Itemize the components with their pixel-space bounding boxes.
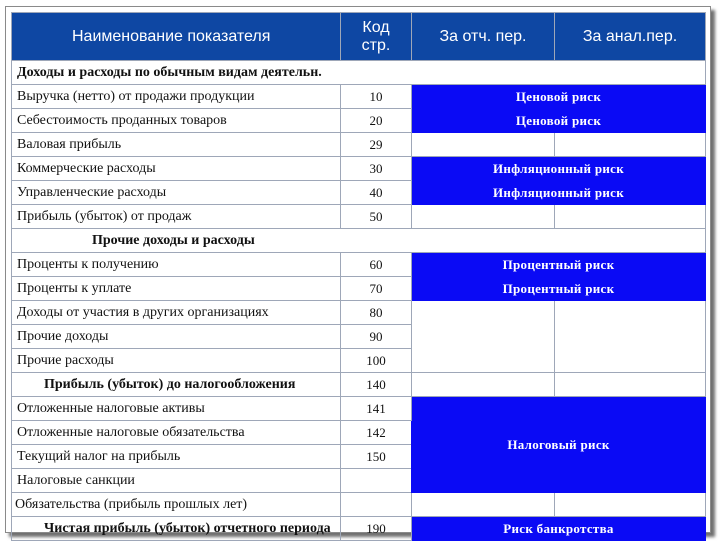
row-code: 140 bbox=[341, 373, 412, 397]
header-row bbox=[12, 13, 706, 61]
row-name: Проценты к уплате bbox=[12, 277, 341, 301]
risk-price: Ценовой риск bbox=[412, 109, 706, 133]
row-code: 50 bbox=[341, 205, 412, 229]
cell-current bbox=[412, 133, 555, 157]
header-code-line1: Код bbox=[362, 18, 390, 36]
row-code: 29 bbox=[341, 133, 412, 157]
risk-price: Ценовой риск bbox=[412, 85, 706, 109]
table-row bbox=[12, 205, 706, 229]
risk-tax: Налоговый риск bbox=[412, 397, 706, 493]
risk-inflation: Инфляционный риск bbox=[412, 181, 706, 205]
table-row bbox=[12, 109, 706, 133]
cell-previous bbox=[555, 133, 706, 157]
cell-previous bbox=[555, 373, 706, 397]
row-name: Прибыль (убыток) до налогообложения bbox=[12, 373, 341, 397]
cell-previous bbox=[555, 493, 706, 517]
table-row bbox=[12, 301, 706, 325]
row-name: Управленческие расходы bbox=[12, 181, 341, 205]
row-name: Доходы от участия в других организациях bbox=[12, 301, 341, 325]
table-row bbox=[12, 373, 706, 397]
risk-interest: Процентный риск bbox=[412, 277, 706, 301]
cell-current bbox=[412, 205, 555, 229]
cell-current bbox=[412, 493, 555, 517]
row-code: 141 bbox=[341, 397, 412, 421]
header-current-period: За отч. пер. bbox=[412, 13, 555, 61]
header-code-line2: стр. bbox=[361, 36, 391, 54]
row-code: 142 bbox=[341, 421, 412, 445]
row-code: 190 bbox=[341, 517, 412, 541]
header-name: Наименование показателя bbox=[12, 13, 341, 61]
row-name: Себестоимость проданных товаров bbox=[12, 109, 341, 133]
row-name: Отложенные налоговые обязательства bbox=[12, 421, 341, 445]
section-row bbox=[12, 229, 706, 253]
row-name: Валовая прибыль bbox=[12, 133, 341, 157]
section-row bbox=[12, 61, 706, 85]
row-code: 80 bbox=[341, 301, 412, 325]
row-code: 30 bbox=[341, 157, 412, 181]
table-row bbox=[12, 493, 706, 517]
row-name: Выручка (нетто) от продажи продукции bbox=[12, 85, 341, 109]
header-previous-period: За анал.пер. bbox=[555, 13, 706, 61]
row-name: Проценты к получению bbox=[12, 253, 341, 277]
row-name: Отложенные налоговые активы bbox=[12, 397, 341, 421]
table-row bbox=[12, 181, 706, 205]
row-code: 90 bbox=[341, 325, 412, 349]
risk-interest: Процентный риск bbox=[412, 253, 706, 277]
row-name: Налоговые санкции bbox=[12, 469, 341, 493]
row-name: Чистая прибыль (убыток) отчетного периода bbox=[12, 517, 341, 541]
report-frame bbox=[5, 6, 711, 536]
table-row bbox=[12, 133, 706, 157]
cell-current bbox=[412, 373, 555, 397]
section-other: Прочие доходы и расходы bbox=[12, 229, 706, 253]
row-code: 40 bbox=[341, 181, 412, 205]
table-row bbox=[12, 517, 706, 541]
table-row bbox=[12, 277, 706, 301]
table-row bbox=[12, 85, 706, 109]
cell-current bbox=[412, 301, 555, 373]
table-row bbox=[12, 397, 706, 421]
table-row bbox=[12, 157, 706, 181]
cell-previous bbox=[555, 205, 706, 229]
row-code: 20 bbox=[341, 109, 412, 133]
row-code: 60 bbox=[341, 253, 412, 277]
risk-inflation: Инфляционный риск bbox=[412, 157, 706, 181]
income-statement-table bbox=[11, 12, 706, 541]
risk-bankruptcy: Риск банкротства bbox=[412, 517, 706, 541]
row-name: Прочие расходы bbox=[12, 349, 341, 373]
row-code: 100 bbox=[341, 349, 412, 373]
row-name: Обязательства (прибыль прошлых лет) bbox=[12, 493, 341, 517]
row-name: Прочие доходы bbox=[12, 325, 341, 349]
row-code bbox=[341, 493, 412, 517]
header-code bbox=[341, 13, 412, 61]
row-name: Коммерческие расходы bbox=[12, 157, 341, 181]
row-name: Текущий налог на прибыль bbox=[12, 445, 341, 469]
row-code: 150 bbox=[341, 445, 412, 469]
row-code: 10 bbox=[341, 85, 412, 109]
section-ordinary: Доходы и расходы по обычным видам деятельн. bbox=[12, 61, 706, 85]
row-name: Прибыль (убыток) от продаж bbox=[12, 205, 341, 229]
cell-previous bbox=[555, 301, 706, 373]
row-code: 70 bbox=[341, 277, 412, 301]
row-code bbox=[341, 469, 412, 493]
table-row bbox=[12, 253, 706, 277]
